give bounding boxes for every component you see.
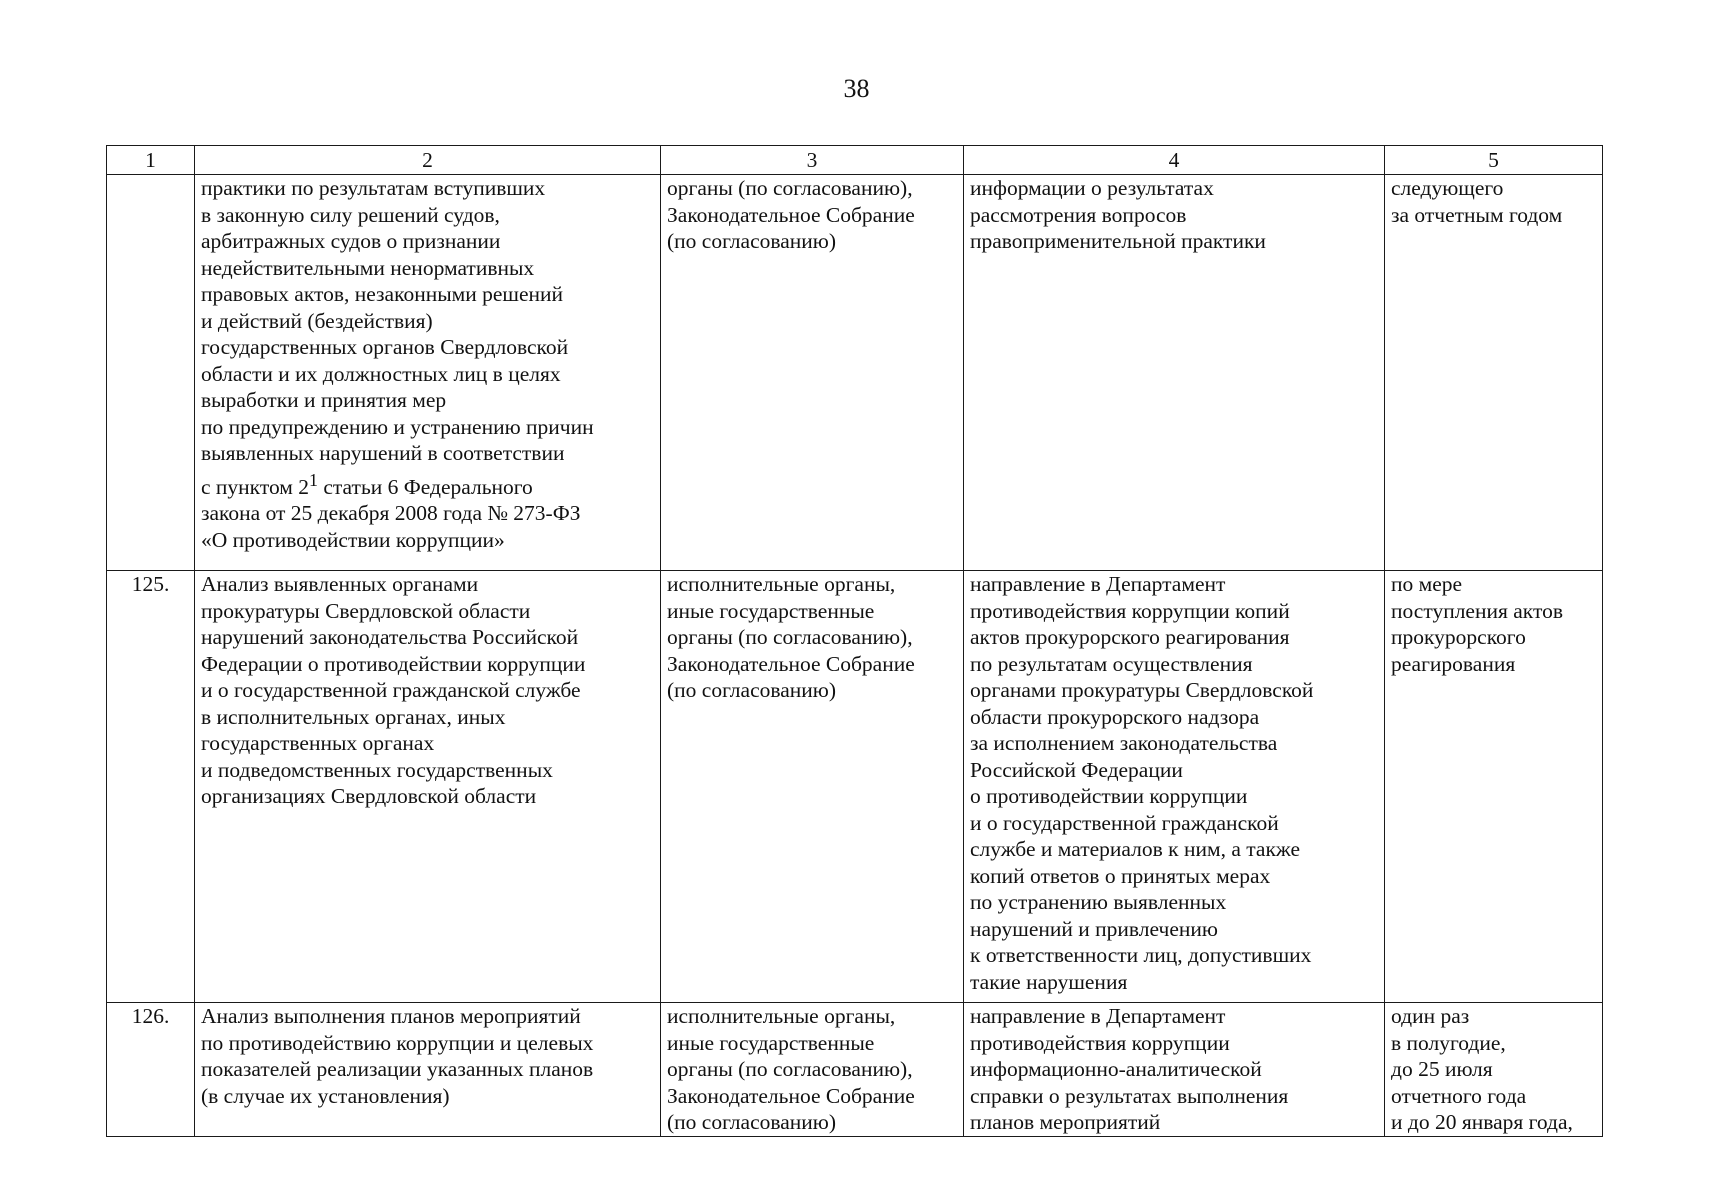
row-number-cell: 125.	[107, 571, 195, 1003]
table-row	[107, 1003, 1603, 1137]
column-header: 2	[195, 146, 661, 175]
table-header-row	[107, 146, 1603, 175]
table-row	[107, 571, 1603, 1003]
table-row	[107, 175, 1603, 571]
measure-text: практики по результатам вступивших в законную силу решений судов, арбитражных судов о признании недействительными ненормативных правовых актов, незаконными решений и действий (бездействия) государственных органов Свердловской области и их должностных лиц в целях выработки и принятия мер по предупреждению и устранению причин выявленных нарушений в соответствии с пунктом 2	[201, 176, 594, 499]
measure-cell	[195, 175, 661, 571]
column-header: 1	[107, 146, 195, 175]
deadline-cell: по мере поступления актов прокурорского реагирования	[1385, 571, 1603, 1003]
measure-cell: Анализ выполнения планов мероприятий по противодействию коррупции и целевых показателей реализации указанных планов (в случае их установления)	[195, 1003, 661, 1137]
executors-cell: исполнительные органы, иные государственные органы (по согласованию), Законодательное Собрание (по согласованию)	[661, 1003, 964, 1137]
row-number-cell	[107, 175, 195, 571]
measure-cell: Анализ выявленных органами прокуратуры Свердловской области нарушений законодательства Российской Федерации о противодействии коррупции и о государственной гражданской службе в исполнительных органах, иных государственных органах и подведомственных государственных организациях Свердловской области	[195, 571, 661, 1003]
executors-cell: исполнительные органы, иные государственные органы (по согласованию), Законодательное Собрание (по согласованию)	[661, 571, 964, 1003]
result-cell: информации о результатах рассмотрения вопросов правоприменительной практики	[964, 175, 1385, 571]
measure-text-cont: статьи 6 Федерального закона от 25 декабря 2008 года № 273-ФЗ «О противодействии коррупции»	[201, 474, 581, 552]
executors-cell: органы (по согласованию), Законодательное Собрание (по согласованию)	[661, 175, 964, 571]
superscript: 1	[309, 469, 318, 490]
page-number: 38	[843, 74, 870, 103]
result-cell: направление в Департамент противодействия коррупции копий актов прокурорского реагирования по результатам осуществления органами прокуратуры Свердловской области прокурорского надзора за исполнением законодательства Российской Федерации о противодействии коррупции и о государственной гражданской службе и материалов к ним, а также копий ответов о принятых мерах по устранению выявленных нарушений и привлечению к ответственности лиц, допустивших такие нарушения	[964, 571, 1385, 1003]
column-header: 5	[1385, 146, 1603, 175]
row-number-cell: 126.	[107, 1003, 195, 1137]
deadline-cell: один раз в полугодие, до 25 июля отчетного года и до 20 января года,	[1385, 1003, 1603, 1137]
column-header: 4	[964, 146, 1385, 175]
measures-table	[106, 145, 1603, 1137]
column-header: 3	[661, 146, 964, 175]
result-cell: направление в Департамент противодействия коррупции информационно-аналитической справки о результатах выполнения планов мероприятий	[964, 1003, 1385, 1137]
deadline-cell: следующего за отчетным годом	[1385, 175, 1603, 571]
